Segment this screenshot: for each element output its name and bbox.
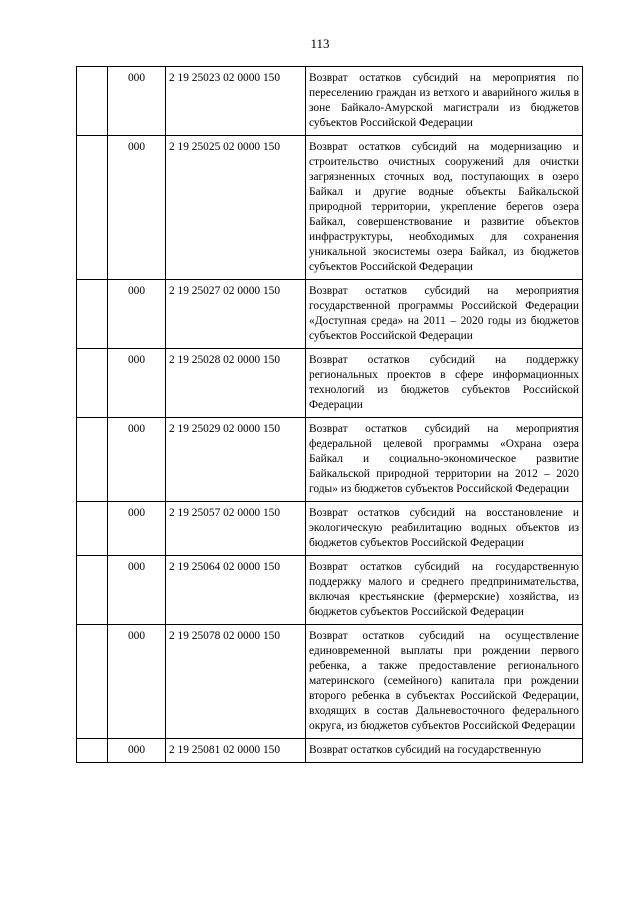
admin-code-cell: 000 <box>108 502 166 556</box>
revenue-name-cell: Возврат остатков субсидий на восстановление и экологическую реабилитацию водных объектов из бюджетов субъектов Российской Федерации <box>306 502 583 556</box>
budget-code-cell: 2 19 25081 02 0000 150 <box>166 739 306 763</box>
page-number: 113 <box>310 36 330 51</box>
blank-cell <box>77 625 108 739</box>
table-row <box>77 349 583 418</box>
revenue-name-cell: Возврат остатков субсидий на мероприятия государственной программы Российской Федерации «Доступная среда» на 2011 – 2020 годы из бюджетов субъектов Российской Федерации <box>306 280 583 349</box>
budget-code-cell: 2 19 25057 02 0000 150 <box>166 502 306 556</box>
table-row <box>77 556 583 625</box>
blank-cell <box>77 502 108 556</box>
table-row <box>77 418 583 502</box>
table-row <box>77 67 583 136</box>
blank-cell <box>77 136 108 280</box>
blank-cell <box>77 280 108 349</box>
budget-code-cell: 2 19 25025 02 0000 150 <box>166 136 306 280</box>
blank-cell <box>77 739 108 763</box>
budget-code-cell: 2 19 25064 02 0000 150 <box>166 556 306 625</box>
admin-code-cell: 000 <box>108 280 166 349</box>
admin-code-cell: 000 <box>108 739 166 763</box>
budget-code-cell: 2 19 25078 02 0000 150 <box>166 625 306 739</box>
table-row <box>77 625 583 739</box>
admin-code-cell: 000 <box>108 556 166 625</box>
revenue-name-cell: Возврат остатков субсидий на осуществление единовременной выплаты при рождении первого ребенка, а также предоставление регионального материнского (семейного) капитала при рождении второго ребенка в субъектах Российской Федерации, входящих в состав Дальневосточного федерального округа, из бюджетов субъектов Российской Федерации <box>306 625 583 739</box>
admin-code-cell: 000 <box>108 67 166 136</box>
budget-code-cell: 2 19 25028 02 0000 150 <box>166 349 306 418</box>
revenue-name-cell: Возврат остатков субсидий на государственную поддержку малого и среднего предпринимательства, включая крестьянские (фермерские) хозяйства, из бюджетов субъектов Российской Федерации <box>306 556 583 625</box>
budget-code-cell: 2 19 25027 02 0000 150 <box>166 280 306 349</box>
blank-cell <box>77 418 108 502</box>
table-row <box>77 502 583 556</box>
blank-cell <box>77 67 108 136</box>
revenue-name-cell: Возврат остатков субсидий на государственную <box>306 739 583 763</box>
table-row <box>77 280 583 349</box>
revenue-name-cell: Возврат остатков субсидий на мероприятия по переселению граждан из ветхого и аварийного жилья в зоне Байкало-Амурской магистрали из бюджетов субъектов Российской Федерации <box>306 67 583 136</box>
budget-code-cell: 2 19 25023 02 0000 150 <box>166 67 306 136</box>
budget-classification-table <box>76 66 583 763</box>
blank-cell <box>77 556 108 625</box>
table-row <box>77 739 583 763</box>
blank-cell <box>77 349 108 418</box>
revenue-name-cell: Возврат остатков субсидий на поддержку региональных проектов в сфере информационных технологий из бюджетов субъектов Российской Федерации <box>306 349 583 418</box>
admin-code-cell: 000 <box>108 418 166 502</box>
budget-code-cell: 2 19 25029 02 0000 150 <box>166 418 306 502</box>
admin-code-cell: 000 <box>108 136 166 280</box>
table-row <box>77 136 583 280</box>
admin-code-cell: 000 <box>108 625 166 739</box>
admin-code-cell: 000 <box>108 349 166 418</box>
revenue-name-cell: Возврат остатков субсидий на модернизацию и строительство очистных сооружений для очистки загрязненных сточных вод, поступающих в озеро Байкал и другие водные объекты Байкальской природной территории, укрепление берегов озера Байкал, совершенствование и развитие объектов инфраструктуры, необходимых для сохранения уникальной экосистемы озера Байкал, из бюджетов субъектов Российской Федерации <box>306 136 583 280</box>
revenue-name-cell: Возврат остатков субсидий на мероприятия федеральной целевой программы «Охрана озера Байкал и социально-экономическое развитие Байкальской природной территории на 2012 – 2020 годы» из бюджетов субъектов Российской Федерации <box>306 418 583 502</box>
